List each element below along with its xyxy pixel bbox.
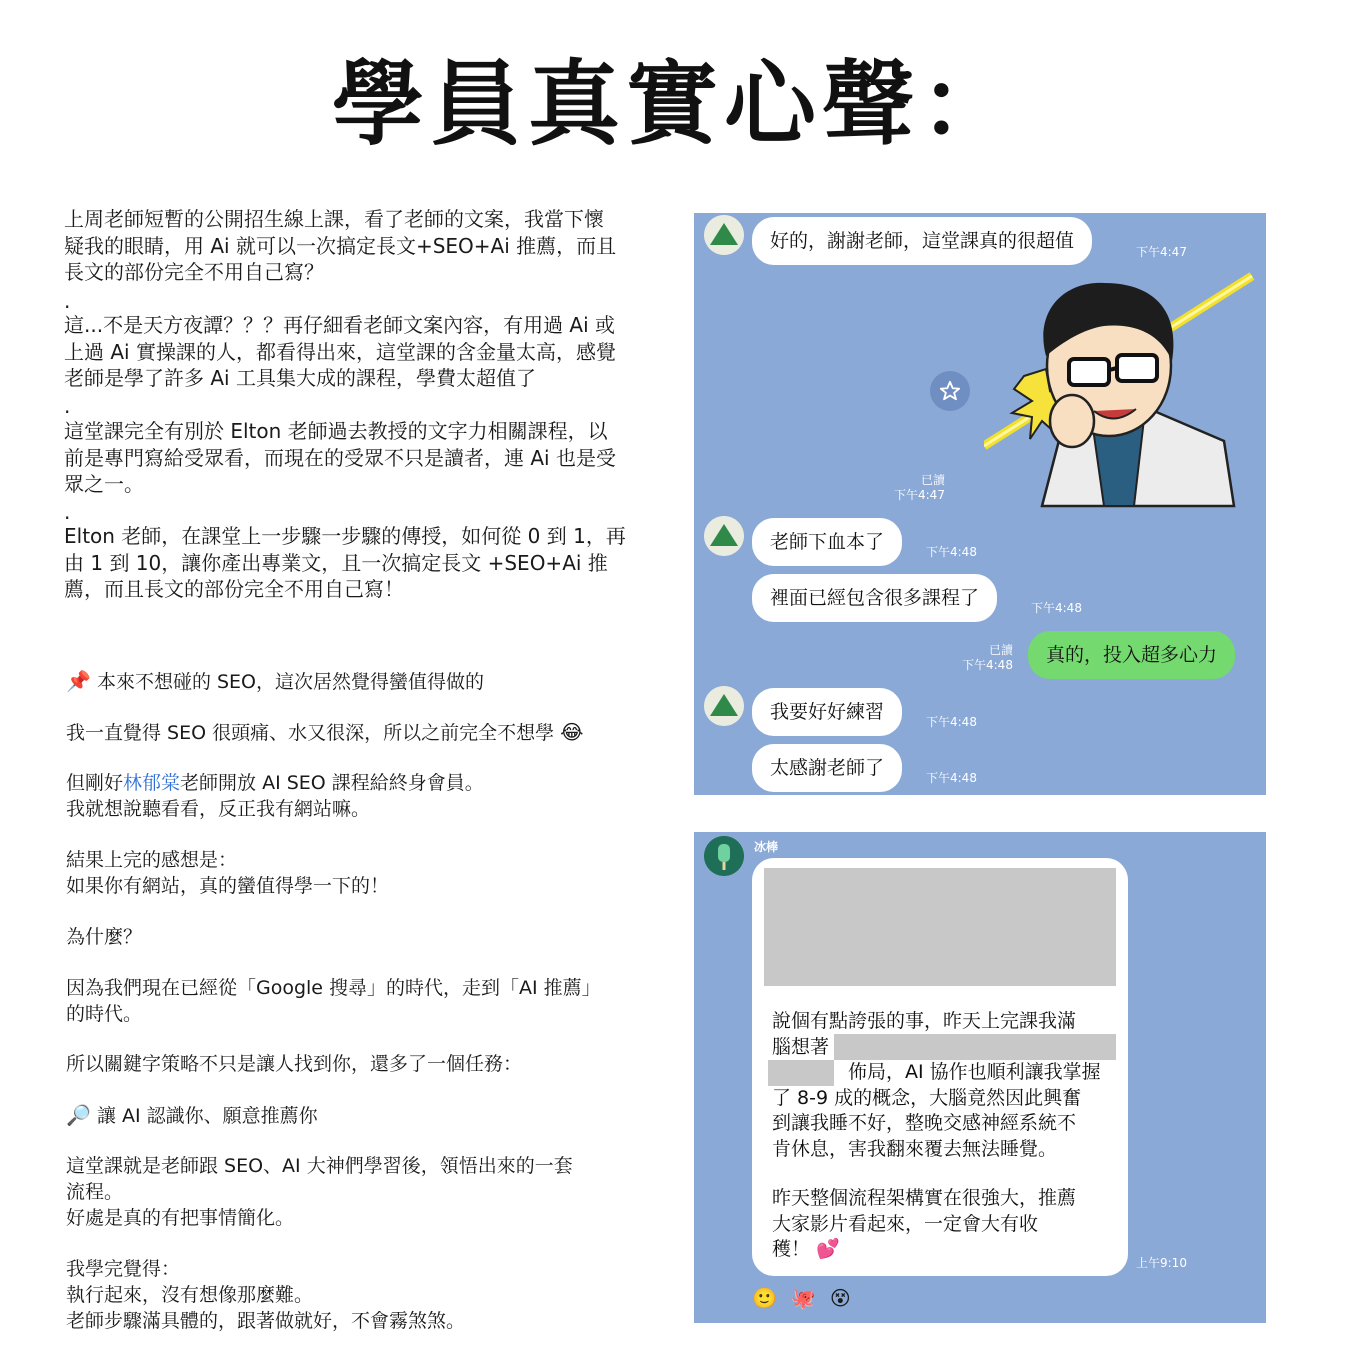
testimonial-paragraph-1: 上周老師短暫的公開招生線上課，看了老師的文案，我當下懷 疑我的眼睛，用 Ai 就可以一次搞定長文+SEO+Ai 推薦，而且 長文的部份完全不用自己寫？ — [64, 207, 617, 284]
message-read-time: 已讀 下午4:48 — [962, 643, 1013, 672]
message-time: 上午9:10 — [1136, 1256, 1187, 1270]
chat-message[interactable]: 老師下血本了 — [752, 518, 902, 566]
testimonial-line — [66, 1102, 656, 1129]
testimonial-line: 結果上完的感想是： 如果你有網站，真的蠻值得學一下的！ — [66, 849, 390, 897]
teacher-name-link[interactable]: 林郁棠 — [123, 772, 181, 794]
tree-avatar-icon — [704, 516, 744, 556]
message-text: 佈局，AI 協作也順利讓我掌握 了 8-9 成的概念，大腦竟然因此興奮 到讓我睡不好，整晚交感神經系統不 肯休息，害我翻來覆去無法睡覺。 — [772, 1061, 1101, 1160]
cartoon-teacher-sticker[interactable] — [984, 271, 1264, 511]
chat-message-own[interactable]: 真的，投入超多心力 — [1028, 631, 1235, 679]
message-time: 下午4:48 — [926, 771, 977, 785]
message-time: 下午4:47 — [1136, 245, 1187, 259]
chat-message[interactable]: 裡面已經包含很多課程了 — [752, 574, 997, 622]
testimonial-line: 這堂課就是老師跟 SEO、AI 大神們學習後，領悟出來的一套 流程。 好處是真的有把事情簡化。 — [66, 1155, 573, 1229]
separator-dot: . — [64, 394, 71, 418]
message-text-body: 昨天整個流程架構實在很強大，推薦 大家影片看起來，一定會大有收 穫！ — [772, 1187, 1077, 1260]
page-title: 學員真實心聲： — [331, 51, 1018, 158]
message-time: 下午4:48 — [926, 715, 977, 729]
pushpin-icon: 📌 — [66, 669, 91, 693]
heart-emoji-icon: 💕 — [816, 1238, 840, 1260]
laughing-emoji-icon: 😂 — [560, 720, 584, 744]
sender-name: 冰棒 — [754, 840, 779, 854]
chat-message[interactable] — [752, 858, 1128, 1276]
message-time: 下午4:48 — [926, 545, 977, 559]
testimonial-paragraph-2: 這...不是天方夜譚？？？再仔細看老師文案內容，有用過 Ai 或 上過 Ai 實操課的人，都看得出來，這堂課的含金量太高，感覺 老師是學了許多 Ai 工具集大成的課程，學費太超值了 — [64, 313, 616, 390]
tree-avatar-icon — [704, 215, 744, 255]
separator-dot: . — [64, 500, 71, 524]
dizzy-emoji-icon[interactable]: 😵 — [829, 1286, 851, 1310]
line-text: 但剛好 — [66, 772, 124, 794]
chat-screenshot-2 — [694, 832, 1266, 1323]
line-text: 我就想說聽看看，反正我有網站嘛。 — [66, 798, 371, 820]
testimonial-paragraph-3: 這堂課完全有別於 Elton 老師過去教授的文字力相關課程，以 前是專門寫給受眾看，而現在的受眾不只是讀者，連 Ai 也是受 眾之一。 — [64, 419, 616, 496]
avatar[interactable] — [704, 836, 744, 876]
avatar[interactable] — [704, 215, 744, 255]
chat-message[interactable]: 太感謝老師了 — [752, 744, 902, 792]
message-time: 下午4:48 — [1031, 601, 1082, 615]
testimonial-line — [66, 719, 656, 746]
line-text: 讓 AI 認識你、願意推薦你 — [96, 1105, 318, 1127]
testimonial-paragraph-4: Elton 老師，在課堂上一步驟一步驟的傳授，如何從 0 到 1，再 由 1 到 10，讓你產出專業文，且一次搞定長文 +SEO+Ai 推 薦，而且長文的部份完全不用自己寫！ — [64, 524, 626, 601]
tree-avatar-icon — [704, 686, 744, 726]
avatar[interactable] — [704, 686, 744, 726]
reaction-bar — [752, 1286, 851, 1310]
chat-message[interactable]: 我要好好練習 — [752, 688, 902, 736]
message-text: 說個有點誇張的事，昨天上完課我滿 腦想著 — [772, 1010, 1077, 1058]
headline-text: 本來不想碰的 SEO，這次居然覺得蠻值得做的 — [96, 671, 485, 693]
testimonial-line: 因為我們現在已經從「Google 搜尋」的時代，走到「AI 推薦」 的時代。 — [66, 977, 601, 1025]
sticker-read-time: 已讀 下午4:47 — [894, 473, 945, 502]
line-text: 老師開放 AI SEO 課程給終身會員。 — [180, 772, 484, 794]
smile-emoji-icon[interactable]: 🙂 — [752, 1286, 777, 1310]
line-text: 我一直覺得 SEO 很頭痛、水又很深，所以之前完全不想學 — [66, 722, 555, 744]
avatar[interactable] — [704, 516, 744, 556]
octopus-emoji-icon[interactable]: 🐙 — [790, 1286, 816, 1310]
testimonial-line: 我學完覺得： 執行起來，沒有想像那麼難。 老師步驟滿具體的，跟著做就好，不會霧煞煞。 — [66, 1258, 466, 1332]
favorite-star-button[interactable] — [930, 371, 970, 411]
separator-dot: . — [64, 289, 71, 313]
star-icon — [939, 380, 961, 402]
testimonial-headline — [66, 668, 656, 695]
popsicle-avatar-icon — [704, 836, 744, 876]
chat-message[interactable]: 好的，謝謝老師，這堂課真的很超值 — [752, 217, 1092, 265]
message-text — [772, 1186, 1122, 1263]
redacted-block — [764, 868, 1116, 986]
testimonial-line: 為什麼？ — [66, 926, 143, 948]
testimonial-line: 所以關鍵字策略不只是讓人找到你，還多了一個任務： — [66, 1053, 523, 1075]
chat-screenshot-1 — [694, 213, 1266, 795]
magnifier-icon: 🔎 — [66, 1103, 91, 1127]
testimonial-line — [66, 770, 656, 822]
